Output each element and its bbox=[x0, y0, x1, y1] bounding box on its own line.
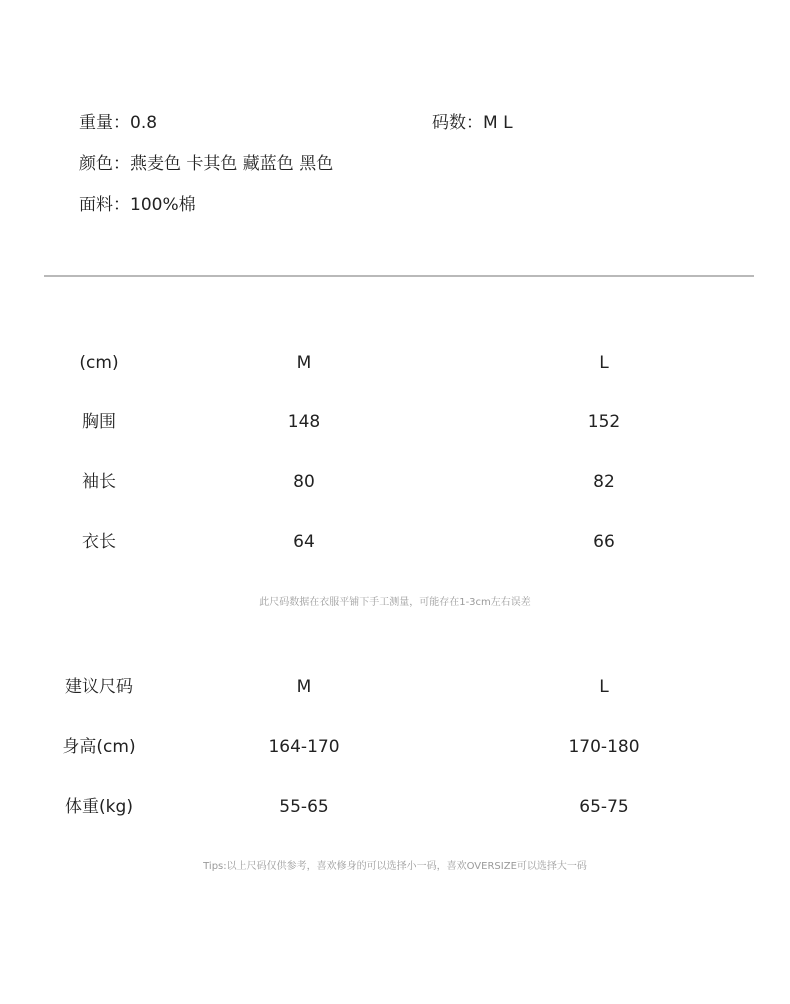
measurement-note: 此尺码数据在衣服平铺下手工测量，可能存在1-3cm左右误差 bbox=[259, 597, 531, 608]
length-m-value: 64 bbox=[293, 532, 315, 552]
sleeve-l-value: 82 bbox=[593, 472, 615, 492]
fabric-info: 面料：100%棉 bbox=[79, 195, 196, 215]
section-divider bbox=[44, 275, 754, 277]
chest-m-value: 148 bbox=[287, 412, 321, 432]
row-label-weight: 体重(kg) bbox=[65, 797, 133, 817]
height-m-value: 164-170 bbox=[268, 737, 340, 757]
length-l-value: 66 bbox=[593, 532, 615, 552]
row-label-length: 衣长 bbox=[82, 532, 116, 552]
table-header-size-l: L bbox=[599, 353, 609, 373]
table-header-size-m: M bbox=[296, 353, 312, 373]
color-info: 颜色：燕麦色 卡其色 藏蓝色 黑色 bbox=[79, 154, 334, 174]
row-label-height: 身高(cm) bbox=[62, 737, 136, 757]
table-header-suggest: 建议尺码 bbox=[65, 677, 133, 697]
weight-m-value: 55-65 bbox=[279, 797, 329, 817]
suggest-header-size-m: M bbox=[296, 677, 312, 697]
row-label-sleeve: 袖长 bbox=[82, 472, 116, 492]
row-label-chest: 胸围 bbox=[82, 412, 116, 432]
chest-l-value: 152 bbox=[587, 412, 621, 432]
size-tips-note: Tips:以上尺码仅供参考，喜欢修身的可以选择小一码，喜欢OVERSIZE可以选择大一码 bbox=[203, 861, 587, 872]
suggest-header-size-l: L bbox=[599, 677, 609, 697]
size-options-info: 码数：M L bbox=[432, 113, 513, 133]
height-l-value: 170-180 bbox=[568, 737, 640, 757]
table-header-unit: (cm) bbox=[79, 353, 119, 373]
weight-l-value: 65-75 bbox=[579, 797, 629, 817]
weight-info: 重量：0.8 bbox=[79, 113, 158, 133]
sleeve-m-value: 80 bbox=[293, 472, 315, 492]
